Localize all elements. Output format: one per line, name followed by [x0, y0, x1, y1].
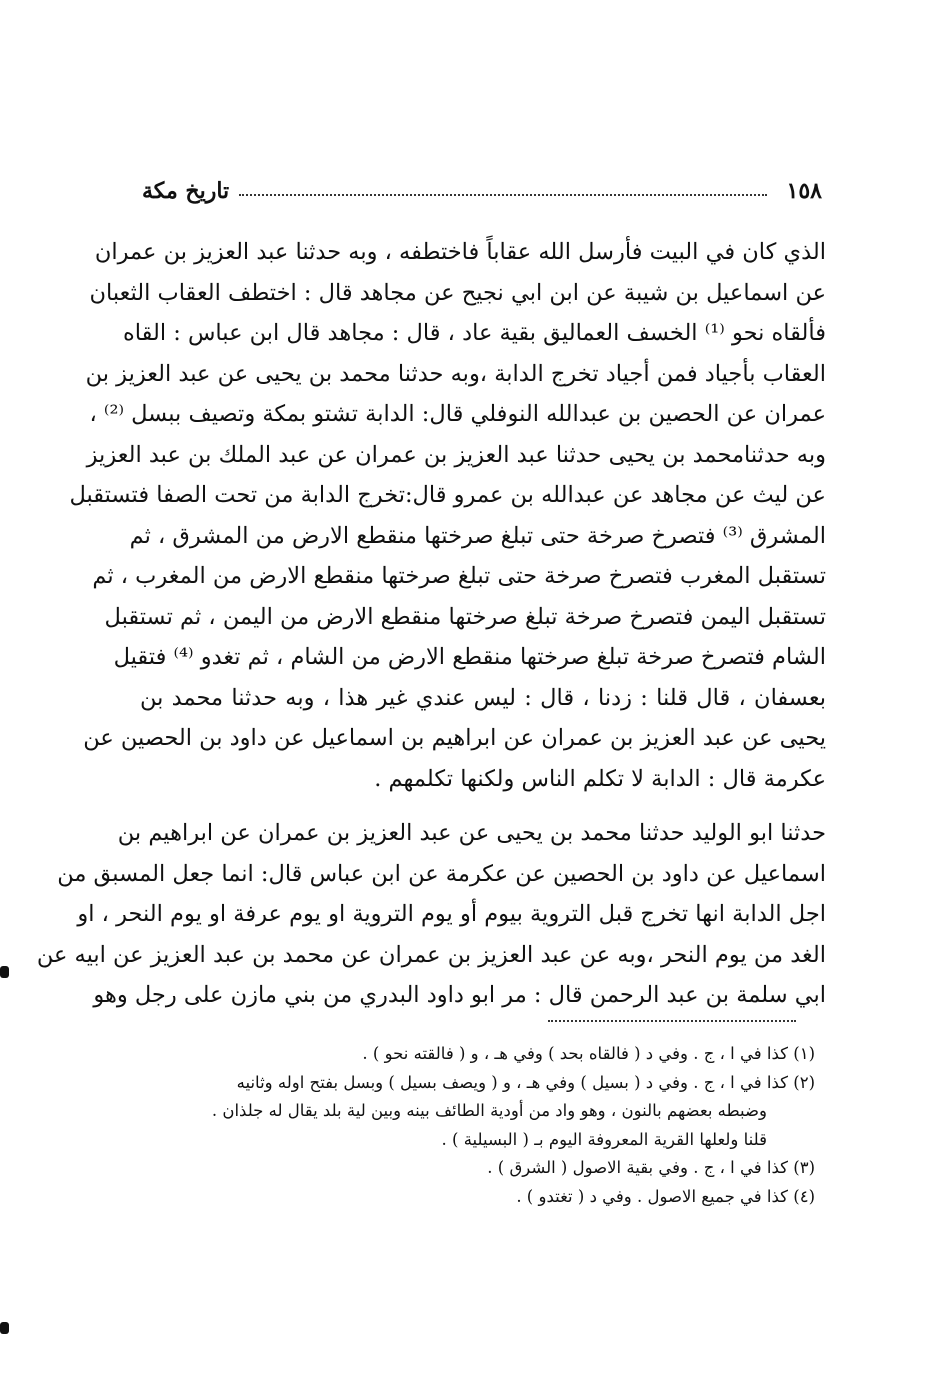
footnote-separator	[548, 1020, 796, 1022]
text-line: الغد من يوم النحر ،وبه عن عبد العزيز بن عمران عن محمد بن عبد العزيز عن ابيه عن	[36, 941, 826, 968]
text-line: الشام فتصرخ صرخة تبلغ صرختها منقطع الارض من الشام ، ثم تغدو ⁽⁴⁾ فتقيل	[113, 644, 826, 670]
text-line: عن ليث عن مجاهد عن عبدالله بن عمرو قال:تخرج الدابة من تحت الصفا فتستقبل	[69, 482, 826, 508]
text-line: بعسفان ، قال قلنا : زدنا ، قال : ليس عندي غير هذا ، وبه حدثنا محمد بن	[140, 684, 826, 711]
footnote-1: (١) كذا في ا ، ج . وفي د ( فالقاه بحد ) وفي هـ ، و ( فالقته نحو ) .	[362, 1044, 815, 1063]
text-line: تستقبل المغرب فتصرخ صرخة حتى تبلغ صرختها منقطع الارض من المغرب ، ثم	[92, 563, 826, 589]
footnote-2-continuation: وضبطه بعضهم بالنون ، وهو واد من أودية الطائف بينه وبين لية بلد يقال له جلذان .	[211, 1101, 767, 1120]
page-number: ١٥٨	[786, 178, 822, 204]
text-line: فألقاه نحو ⁽¹⁾ الخسف العماليق بقية عاد ، قال : مجاهد قال ابن عباس : القاه	[122, 320, 826, 346]
running-header	[142, 176, 822, 206]
text-line: اسماعيل عن داود بن الحصين عن عكرمة عن ابن عباس قال: انما جعل المسبق من	[57, 860, 826, 887]
text-line: ابي سلمة بن عبد الرحمن قال : مر ابو داود البدري من بني مازن على رجل وهو	[93, 982, 826, 1008]
text-line: عكرمة قال : الدابة لا تكلم الناس ولكنها تكلمهم .	[374, 765, 826, 792]
footnote-2: (٢) كذا في ا ، ج . وفي د ( بسيل ) وفي هـ ، و ( ويصف بسيل ) وبسل بفتح اوله وثانيه	[236, 1072, 815, 1092]
text-line: اجل الدابة انها تخرج قبل التروية بيوم أو يوم التروية او يوم عرفة او يوم النحر ، او	[77, 901, 826, 927]
text-line: الذي كان في البيت فأرسل الله عقاباً فاختطفه ، وبه حدثنا عبد العزيز بن عمران	[94, 239, 826, 265]
footnote-2-continuation: قلنا ولعلها القرية المعروفة اليوم بـ ( البسيلية ) .	[441, 1129, 767, 1149]
text-line: عمران عن الحصين بن عبدالله النوفلي قال: الدابة تشتو بمكة وتصيف ببسل ⁽²⁾ ،	[89, 401, 826, 427]
text-line: وبه حدثنامحمد بن يحيى حدثنا عبد العزيز بن عمران عن عبد الملك بن عبد العزيز	[86, 441, 826, 468]
text-line: عن اسماعيل بن شيبة عن ابن ابي نجيح عن مجاهد قال : اختطف العقاب الثعبان	[89, 279, 826, 306]
footnotes	[150, 1040, 815, 1211]
text-line: يحيى عن عبد العزيز بن عمران عن ابراهيم بن اسماعيل عن داود بن الحصين عن	[83, 725, 826, 751]
footnote-3: (٣) كذا في ا ، ج . وفي بقية الاصول ( الشرق ) .	[487, 1158, 815, 1177]
text-line: المشرق ⁽³⁾ فتصرخ صرخة حتى تبلغ صرختها منقطع الارض من المشرق ، ثم	[129, 522, 826, 549]
header-dotted-leader	[239, 194, 766, 196]
text-line: حدثنا ابو الوليد حدثنا محمد بن يحيى عن عبد العزيز بن عمران عن ابراهيم بن	[117, 820, 826, 846]
scan-edge-mark	[0, 1322, 9, 1334]
scan-edge-mark	[0, 966, 9, 978]
main-text	[36, 232, 826, 1016]
paragraph-gap	[140, 799, 826, 813]
footnote-4: (٤) كذا في جميع الاصول . وفي د ( تغتدو ) .	[516, 1186, 815, 1206]
book-title: تاريخ مكة	[142, 178, 230, 204]
text-line: تستقبل اليمن فتصرخ صرخة تبلغ صرختها منقطع الارض من اليمن ، ثم تستقبل	[104, 603, 826, 630]
text-line: العقاب بأجياد فمن أجياد تخرج الدابة ،وبه حدثنا محمد بن يحيى عن عبد العزيز بن	[85, 360, 826, 387]
